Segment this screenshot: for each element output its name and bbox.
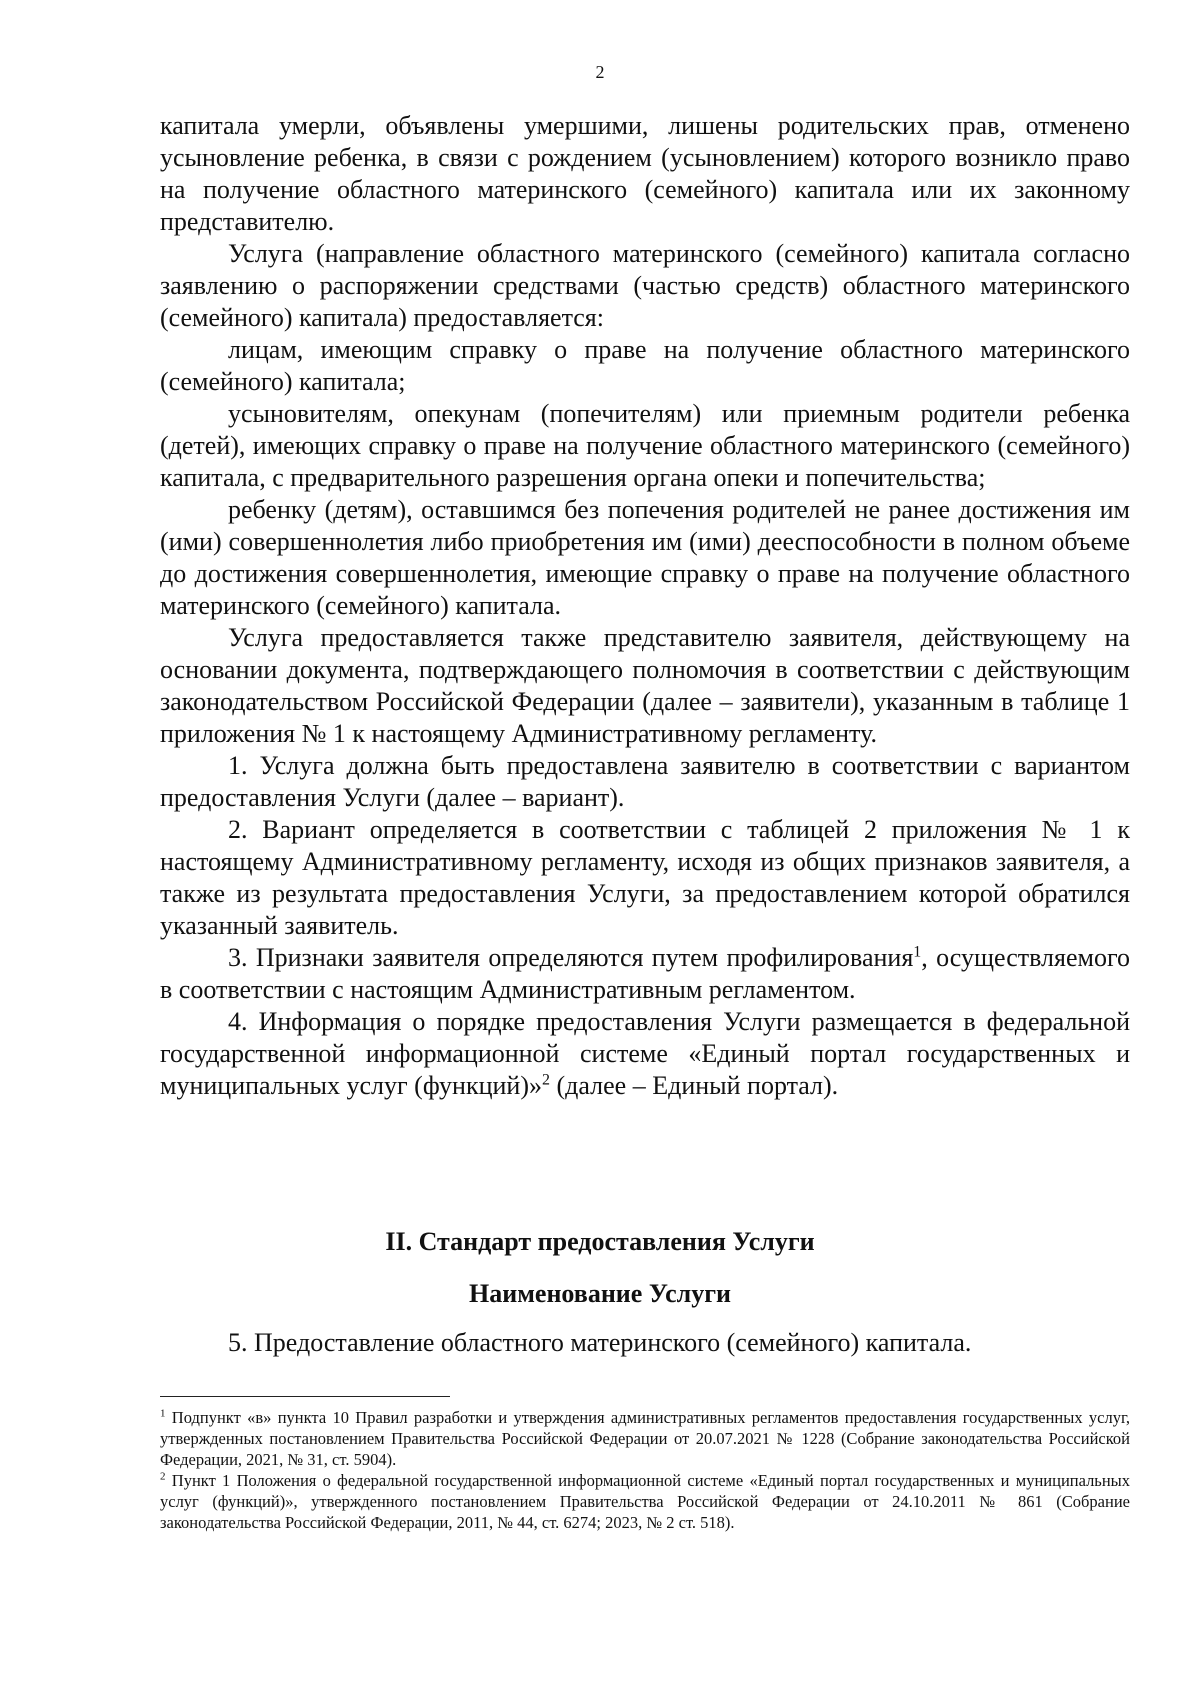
- footnote-2: [160, 1470, 1130, 1533]
- footnote-1-marker: 1: [160, 1407, 166, 1420]
- footnote-ref-1[interactable]: 1: [913, 943, 922, 961]
- list-item-5: 5. Предоставление областного материнского (семейного) капитала.: [228, 1328, 972, 1357]
- section-heading: II. Стандарт предоставления Услуги: [385, 1227, 815, 1256]
- paragraph-recipient-children: ребенку (детям), оставшимся без попечения родителей не ранее достижения им (ими) совершеннолетия либо приобретения им (ими) дееспособности в полном объеме до достижения совершеннолетия, имеющие справку о праве на получение областного материнского (семейного) капитала.: [160, 495, 1130, 620]
- list-item-3: [160, 942, 1130, 1006]
- footnote-ref-2[interactable]: 2: [542, 1071, 550, 1089]
- paragraph-recipient-adopters: усыновителям, опекунам (попечителям) или приемным родители ребенка (детей), имеющих справку о праве на получение областного материнского (семейного) капитала, с предварительного разрешения органа опеки и попечительства;: [160, 399, 1130, 492]
- footnote-1: [160, 1407, 1130, 1470]
- document-body: [160, 110, 1130, 1102]
- footnote-2-text: Пункт 1 Положения о федеральной государственной информационной системе «Единый портал государственных и муниципальных услуг (функций)», утвержденного постановлением Правительства Российской Федерации от 24.10.2011 № 861 (Собрание законодательства Российской Федерации, 2011, № 44, ст. 6274; 2023, № 2 ст. 518).: [160, 1471, 1130, 1532]
- page-number: 2: [595, 62, 605, 82]
- list-item-4-text: 4. Информация о порядке предоставления Услуги размещается в федеральной государственной информационной системе «Единый портал государственных и муниципальных услуг (функций)»: [160, 1007, 1130, 1100]
- list-item-3-text: 3. Признаки заявителя определяются путем профилирования: [228, 943, 914, 972]
- list-item-4-tail: (далее – Единый портал).: [550, 1071, 839, 1100]
- paragraph-representative: Услуга предоставляется также представителю заявителя, действующему на основании документа, подтверждающего полномочия в соответствии с действующим законодательством Российской Федерации (далее – заявители), указанным в таблице 1 приложения № 1 к настоящему Административному регламенту.: [160, 623, 1130, 748]
- paragraph-recipient-persons: лицам, имеющим справку о праве на получение областного материнского (семейного) капитала;: [160, 335, 1130, 396]
- list-item-4: [160, 1006, 1130, 1102]
- list-item-3-tail: , осуществляемого в соответствии с настоящим Административным регламентом.: [160, 943, 1130, 1004]
- footnote-1-text: Подпункт «в» пункта 10 Правил разработки и утверждения административных регламентов предоставления государственных услуг, утвержденных постановлением Правительства Российской Федерации от 20.07.2021 № 1228 (Собрание законодательства Российской Федерации, 2021, № 31, ст. 5904).: [160, 1408, 1130, 1469]
- list-item-1: 1. Услуга должна быть предоставлена заявителю в соответствии с вариантом предоставления Услуги (далее – вариант).: [160, 751, 1130, 812]
- footnotes: [160, 1407, 1130, 1533]
- footnote-divider: [160, 1396, 450, 1397]
- section-subheading: Наименование Услуги: [468, 1279, 732, 1308]
- footnote-2-marker: 2: [160, 1470, 166, 1483]
- paragraph-service-recipients-intro: Услуга (направление областного материнского (семейного) капитала согласно заявлению о распоряжении средствами (частью средств) областного материнского (семейного) капитала) предоставляется:: [160, 239, 1130, 332]
- paragraph-continuation: капитала умерли, объявлены умершими, лишены родительских прав, отменено усыновление ребенка, в связи с рождением (усыновлением) которого возникло право на получение областного материнского (семейного) капитала или их законному представителю.: [160, 111, 1130, 236]
- list-item-2: 2. Вариант определяется в соответствии с таблицей 2 приложения № 1 к настоящему Административному регламенту, исходя из общих признаков заявителя, а также из результата предоставления Услуги, за предоставлением которой обратился указанный заявитель.: [160, 815, 1130, 940]
